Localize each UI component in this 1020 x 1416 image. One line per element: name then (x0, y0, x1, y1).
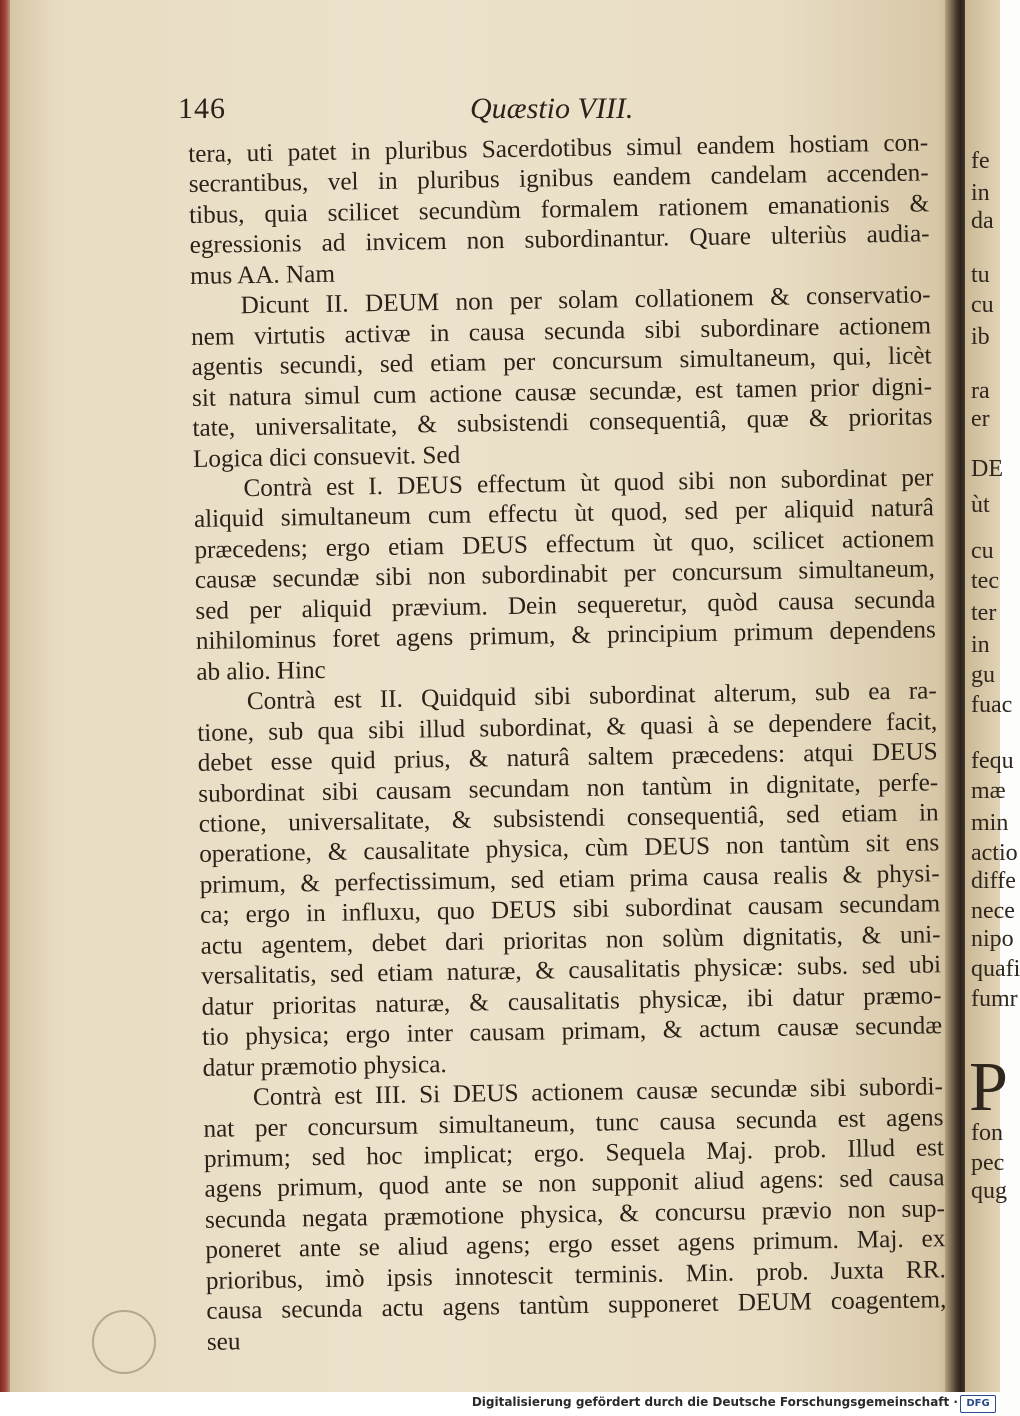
text-line: egressionis ad invicem non subordinantur. Quare ulteriùs audia- (189, 220, 930, 260)
text-line: tio physica; ergo inter causam primam, & actum causæ secundæ (201, 1012, 943, 1052)
adjacent-page-fragment: actio (971, 840, 1018, 866)
text-line: mus AA. Nam (189, 260, 336, 290)
adjacent-page-fragment: DE (971, 456, 1003, 482)
page-number: 146 (178, 92, 226, 125)
adjacent-page-fragment: ter (971, 600, 997, 626)
text-line: actu agentem, debet dari prioritas non solùm dignitatis, & uni- (200, 921, 941, 960)
text-line: tibus, quia scilicet secundùm formalem rationem emanationis & (188, 190, 930, 229)
adjacent-page-fragment: qug (971, 1178, 1007, 1204)
adjacent-page-fragment: nece (971, 898, 1015, 924)
text-line: primum, & perfectissimum, sed etiam prima causa realis & physi- (199, 860, 940, 899)
adjacent-page-fragment: da (971, 208, 994, 234)
paragraph (188, 128, 930, 292)
text-line: agens primum, quod ante se non supponit aliud agens: sed causa (204, 1164, 945, 1204)
text-line: subordinat sibi causam secundam non tantùm in dignitate, perfe- (198, 768, 939, 808)
adjacent-page-fragment: nipo (971, 926, 1014, 952)
adjacent-page-fragment: fequ (971, 748, 1014, 774)
page-header (178, 92, 938, 132)
text-line: secunda negata præmotione physica, & concursu prævio non sup- (204, 1195, 946, 1234)
adjacent-page-fragment: er (971, 406, 990, 432)
funding-credit: Digitalisierung gefördert durch die Deutsche Forschungsgemeinschaft · (471, 1395, 958, 1409)
text-line: tate, universalitate, & subsistendi consequentiâ, quæ & prioritas (192, 403, 933, 443)
text-line: operatione, & causalitate physica, cùm DEUS non tantùm sit ens (199, 829, 940, 869)
adjacent-page-fragment: diffe (971, 868, 1016, 894)
adjacent-page-fragment: quafi (971, 956, 1020, 982)
footer-bar (0, 1392, 1000, 1416)
text-line: datur præmotio physica. (202, 1050, 447, 1082)
text-line: aliquid simultaneum cum effectu ùt quod, sed per aliquid naturâ (193, 494, 935, 534)
adjacent-page-fragment: fe (971, 148, 990, 174)
text-line: Contrà est III. Si DEUS actionem causæ secundæ sibi subordi- (252, 1073, 944, 1112)
text-line: versalitatis, sed etiam naturæ, & causalitatis physicæ: subs. sed ubi (200, 951, 942, 991)
text-line: debet esse quid prius, & naturâ saltem præcedens: atqui DEUS (197, 738, 938, 777)
paragraph (193, 463, 936, 688)
text-line: præcedens; ergo etiam DEUS effectum ùt quo, scilicet actionem (194, 525, 935, 564)
text-line: ca; ergo in influxu, quo DEUS sibi subordinat causam secundam (199, 890, 941, 930)
library-stamp-circle (92, 1310, 156, 1374)
text-line: tione, sub qua sibi illud subordinat, & quasi à se dependere facit, (197, 707, 938, 747)
text-line: Contrà est II. Quidquid sibi subordinat alterum, sub ea ra- (246, 677, 937, 716)
text-line: agentis secundi, sed etiam per concursum simultaneum, qui, licèt (191, 342, 932, 382)
text-line: ctione, universalitate, & subsistendi consequentiâ, sed etiam in (198, 799, 939, 838)
text-line: primum; sed hoc implicat; ergo. Sequela Maj. prob. Illud est (203, 1134, 945, 1173)
text-line: sed per aliquid prævium. Dein sequeretur, quòd causa secunda (195, 586, 936, 625)
text-line: Logica dici consuevit. Sed (192, 441, 461, 473)
adjacent-page-fragment: P (969, 1049, 1008, 1126)
adjacent-page-fragment: ùt (971, 492, 990, 518)
text-line: nat per concursum simultaneum, tunc causa secunda est agens (203, 1103, 944, 1143)
text-line: nihilominus foret agens primum, & principium primum dependens (195, 616, 937, 656)
text-line: seu (206, 1327, 241, 1356)
text-line: causa secunda actu agens tantùm supponeret DEUM coagentem, (206, 1286, 947, 1326)
adjacent-page-fragment: cu (971, 538, 994, 564)
adjacent-page-fragment: ib (971, 324, 990, 350)
paragraph (203, 1072, 947, 1358)
text-line: prioribus, imò ipsis innotescit terminis. Min. prob. Juxta RR. (205, 1256, 947, 1295)
text-line: Dicunt II. DEUM non per solam collationem & conservatio- (240, 281, 931, 320)
dfg-logo: DFG (960, 1395, 996, 1413)
adjacent-page-fragment: min (971, 810, 1009, 836)
text-line: nem virtutis activæ in causa secunda sibi subordinare actionem (190, 312, 932, 351)
adjacent-page-fragment: pec (971, 1150, 1005, 1176)
adjacent-page-fragment: in (971, 180, 990, 206)
adjacent-page-fragment: fuac (971, 692, 1013, 718)
adjacent-page-fragment: tu (971, 262, 990, 288)
running-head: Quæstio VIII. (470, 92, 634, 125)
text-line: secrantibus, vel in pluribus ignibus eandem candelam accenden- (188, 159, 929, 199)
paragraph (197, 676, 943, 1083)
adjacent-page-fragment: mæ (971, 778, 1006, 804)
text-line: datur prioritas naturæ, & causalitatis physicæ, ibi datur præmo- (201, 981, 942, 1021)
adjacent-page-fragment: ra (971, 378, 990, 404)
adjacent-page-fragment: cu (971, 292, 994, 318)
paragraph (190, 281, 933, 475)
adjacent-page-edge (965, 0, 1020, 1392)
text-line: poneret ante se aliud agens; ergo esset agens primum. Maj. ex (205, 1225, 946, 1265)
text-line: causæ secundæ sibi non subordinabit per concursum simultaneum, (194, 555, 936, 595)
adjacent-page-fragment: fumr (971, 986, 1018, 1012)
adjacent-page-fragment: fon (971, 1120, 1003, 1146)
adjacent-page-fragment: tec (971, 568, 999, 594)
adjacent-page-fragment: gu (971, 662, 995, 688)
text-line: ab alio. Hinc (196, 656, 326, 686)
text-line: Contrà est I. DEUS effectum ùt quod sibi non subordinat per (243, 464, 934, 503)
text-line: sit natura simul cum actione causæ secundæ, est tamen prior digni- (191, 372, 933, 412)
adjacent-page-fragment: in (971, 632, 990, 658)
body-text (188, 128, 947, 1358)
text-line: tera, uti patet in pluribus Sacerdotibus simul eandem hostiam con- (188, 129, 929, 168)
